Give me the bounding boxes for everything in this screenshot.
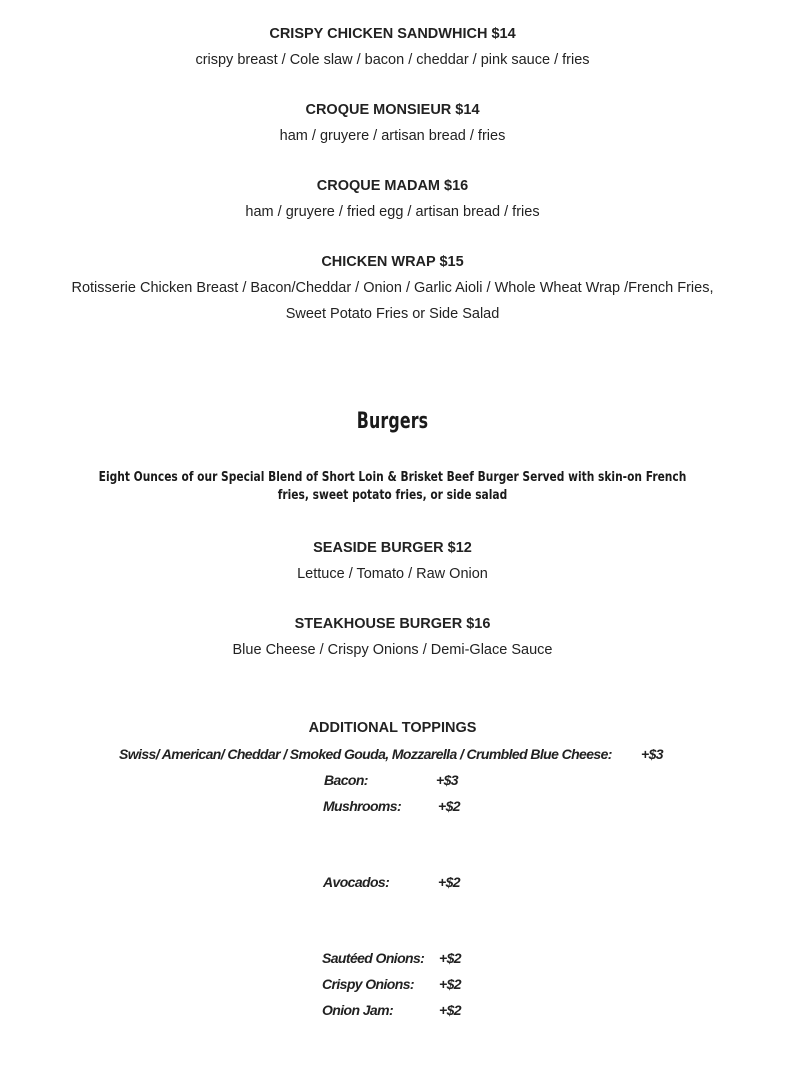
toppings-heading: ADDITIONAL TOPPINGS (308, 720, 477, 736)
item-description: crispy breast / Cole slaw / bacon / cheddar / pink sauce / fries (195, 52, 590, 68)
item-description: ham / gruyere / fried egg / artisan bread / fries (245, 204, 540, 220)
item-description: Blue Cheese / Crispy Onions / Demi-Glace Sauce (232, 642, 553, 658)
item-title: CROQUE MADAM $16 (316, 178, 469, 194)
item-description: Lettuce / Tomato / Raw Onion (297, 566, 488, 582)
topping-label: Crispy Onions: (322, 976, 414, 992)
item-description: ham / gruyere / artisan bread / fries (279, 128, 506, 144)
topping-price: +$2 (439, 950, 461, 966)
item-description: Rotisserie Chicken Breast / Bacon/Cheddar / Onion / Garlic Aioli / Whole Wheat Wrap /French Fries, (71, 280, 714, 296)
topping-label: Mushrooms: (323, 798, 402, 814)
topping-price: +$2 (438, 798, 460, 814)
item-title: SEASIDE BURGER $12 (313, 540, 472, 556)
section-heading-burgers: Burgers (356, 409, 429, 434)
topping-price: +$3 (436, 772, 458, 788)
item-title: CRISPY CHICKEN SANDWHICH $14 (269, 26, 516, 42)
topping-price: +$2 (439, 1002, 461, 1018)
item-title: CHICKEN WRAP $15 (321, 254, 464, 270)
topping-price: +$2 (439, 976, 461, 992)
topping-label: Onion Jam: (322, 1002, 394, 1018)
topping-cheese-label: Swiss/ American/ Cheddar / Smoked Gouda, Mozzarella / Crumbled Blue Cheese: (119, 746, 612, 762)
topping-price: +$2 (438, 874, 460, 890)
item-title: STEAKHOUSE BURGER $16 (294, 616, 491, 632)
item-description-continued: Sweet Potato Fries or Side Salad (285, 306, 500, 322)
topping-label: Sautéed Onions: (322, 950, 425, 966)
topping-label: Bacon: (324, 772, 368, 788)
item-title: CROQUE MONSIEUR $14 (305, 102, 480, 118)
topping-label: Avocados: (323, 874, 390, 890)
topping-cheese-price: +$3 (641, 746, 663, 762)
burgers-intro: Eight Ounces of our Special Blend of Short Loin & Brisket Beef Burger Served with skin-on French fries, sweet potato fries, or side salad (98, 470, 687, 503)
